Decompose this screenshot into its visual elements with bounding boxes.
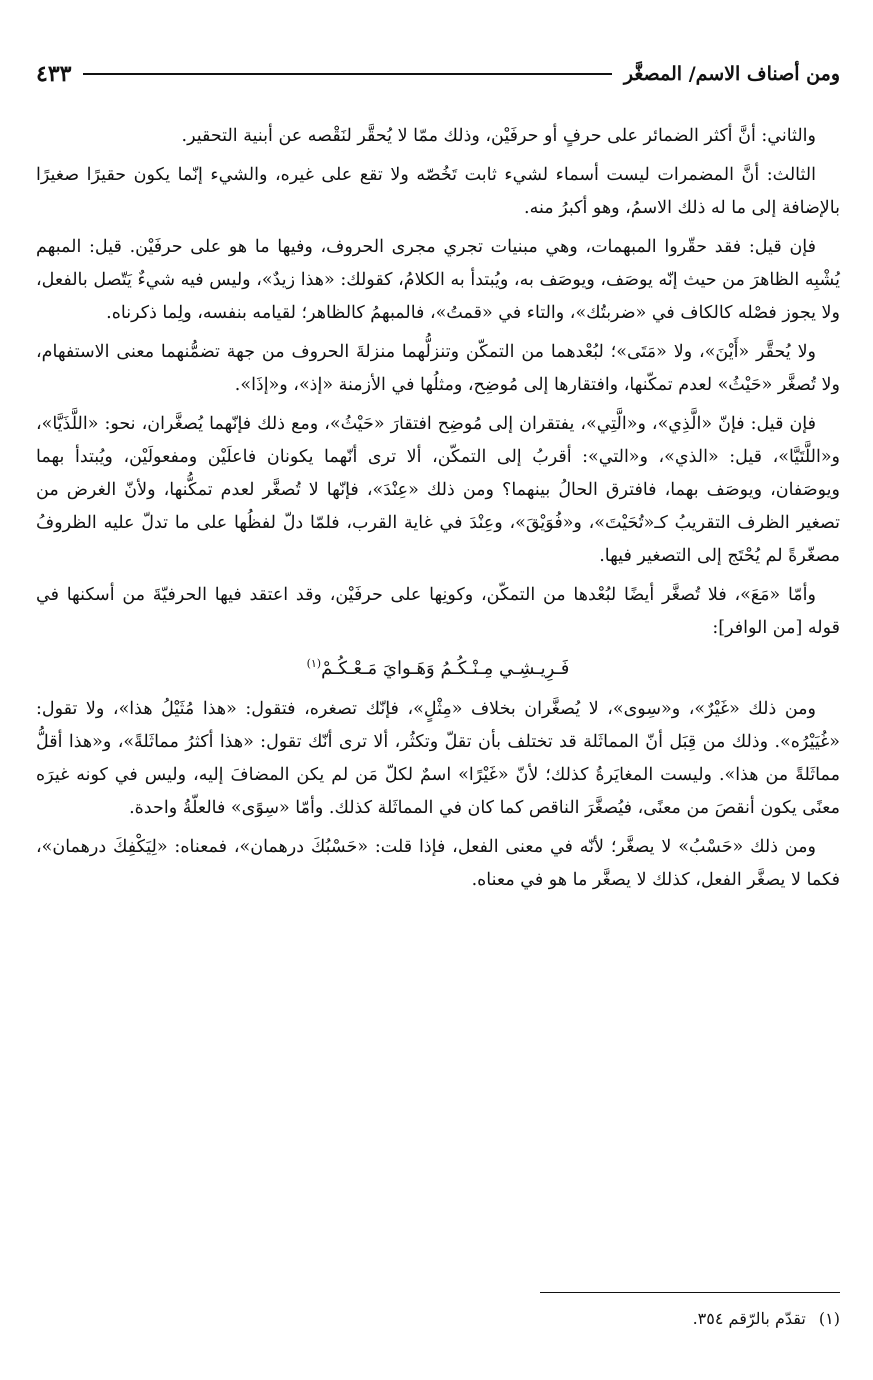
poetry-verse [36,651,840,687]
running-header [36,58,840,90]
footnote [36,1306,840,1332]
paragraph: الثالث: أنَّ المضمرات ليست أسماء لشيء ثابت تَخُصّه ولا تقع على غيره، والشيء إنّما يكون حقيرًا صغيرًا بالإضافة إلى ما له ذلك الاسمُ، وهو أكبرُ منه. [36,165,840,218]
verse-text: فَـرِيـشِـي مِـنْـكُـمُ وَهَـوايَ مَـعْـكُـمْ [321,658,570,679]
footnote-separator [540,1292,840,1293]
main-text [36,120,840,903]
paragraph: فإن قيل: فقد حقّروا المبهمات، وهي مبنيات تجري مجرى الحروف، وفيها ما هو على حرفَيْن. قيل: المبهم يُشْبِه الظاهرَ من حيث إنّه يوصَف، ويوصَف به، ويُبتدأ به الكلامُ، كقولك: «هذا زيدٌ»، وليس فيه شيءٌ يَتّصل بالفعل، ولا يجوز فصْله كالكاف في «ضربتُك»، والتاء في «قمتُ»، فالمبهمُ كالظاهر؛ لقيامه بنفسه، ولِما ذكرناه. [36,237,840,323]
paragraph: ومن ذلك «غَيْرٌ»، و«سِوى»، لا يُصغَّران بخلاف «مِثْلٍ»، فإنّك تصغره، فتقول: «هذا مُثَيْلُ هذا»، ولا تقول: «غُيَيْرُه». وذلك من قِبَل أنّ المماثَلة قد تختلف بأن تقلّ وتكثُر، ألا ترى أنّك تقول: «هذا أكثرُ مماثَلةً»، و«هذا أقلُّ مماثَلةً من هذا». وليست المغايَرةُ كذلك؛ لأنّ «غَيْرًا» اسمٌ لكلّ مَن لم يكن المضافَ إليه، وليس في كونه غيرَه معنًى يكون أنقصَ من معنًى، فيُصغَّرَ الناقص كما كان في المماثَلة كذلك. وأمّا «سِوًى» فالعلّةُ واحدة. [36,699,840,818]
paragraph: فإن قيل: فإنّ «الَّذِي»، و«الَّتِي»، يفتقران إلى مُوضِح افتقارَ «حَيْثُ»، ومع ذلك فإنّهما يُصغَّران، نحو: «اللَّذَيَّا»، و«اللَّتَيَّا»، قيل: «الذي»، و«التي»: أقربُ إلى التمكّن، ألا ترى أنّهما يكونان فاعلَيْن ومفعولَيْن، ويُبتدأ بهما ويوصَفان، ويوصَف بهما، فافترق الحالُ بينهما؟ ومن ذلك «عِنْدَ»، فإنّها لا تُصغَّر لعدم تمكُّنها، ولأنّ الغرض من تصغير الظرف التقريبُ كـ«تُحَيْتَ»، و«فُوَيْقَ»، وعِنْدَ في غاية القرب، فلمّا دلّ لفظُها على ما تدلّ عليه الظروفُ مصغّرةً لم يُحْتَج إلى التصغير فيها. [36,414,840,566]
chapter-title: ومن أصناف الاسم/ المصغَّر [623,63,840,85]
paragraph: ولا يُحقَّر «أَيْنَ»، ولا «مَتَى»؛ لبُعْدهما من التمكّن وتنزلُّهما منزلةَ الحروف من جهة تضمُّنهما معنى الاستفهام، ولا تُصغَّر «حَيْثُ» لعدم تمكّنها، وافتقارها إلى مُوضِح، ومثلُها في الأزمنة «إذ»، و«إذَا». [36,342,840,395]
header-rule [83,73,611,75]
footnote-marker: (١) [306,657,322,670]
paragraph: والثاني: أنَّ أكثر الضمائر على حرفٍ أو حرفَيْن، وذلك ممّا لا يُحقَّر لنَقْصه عن أبنية التحقير. [181,126,816,146]
footnote-number: (١) [818,1309,840,1328]
book-page [36,40,840,1350]
page-number: ٤٣٣ [36,61,72,87]
footnote-text: تقدّم بالرّقم ٣٥٤. [692,1309,806,1328]
paragraph: وأمّا «مَعَ»، فلا تُصغَّر أيضًا لبُعْدها من التمكّن، وكونِها على حرفَيْن، وقد اعتقد فيها الحرفيّةَ من أسكنها في قوله [من الوافر]: [36,585,840,638]
paragraph: ومن ذلك «حَسْبُ» لا يصغَّر؛ لأنّه في معنى الفعل، فإذا قلت: «حَسْبُكَ درهمان»، فمعناه: «لِيَكْفِكَ درهمان»، فكما لا يصغَّر الفعل، كذلك لا يصغَّر ما هو في معناه. [36,837,840,890]
